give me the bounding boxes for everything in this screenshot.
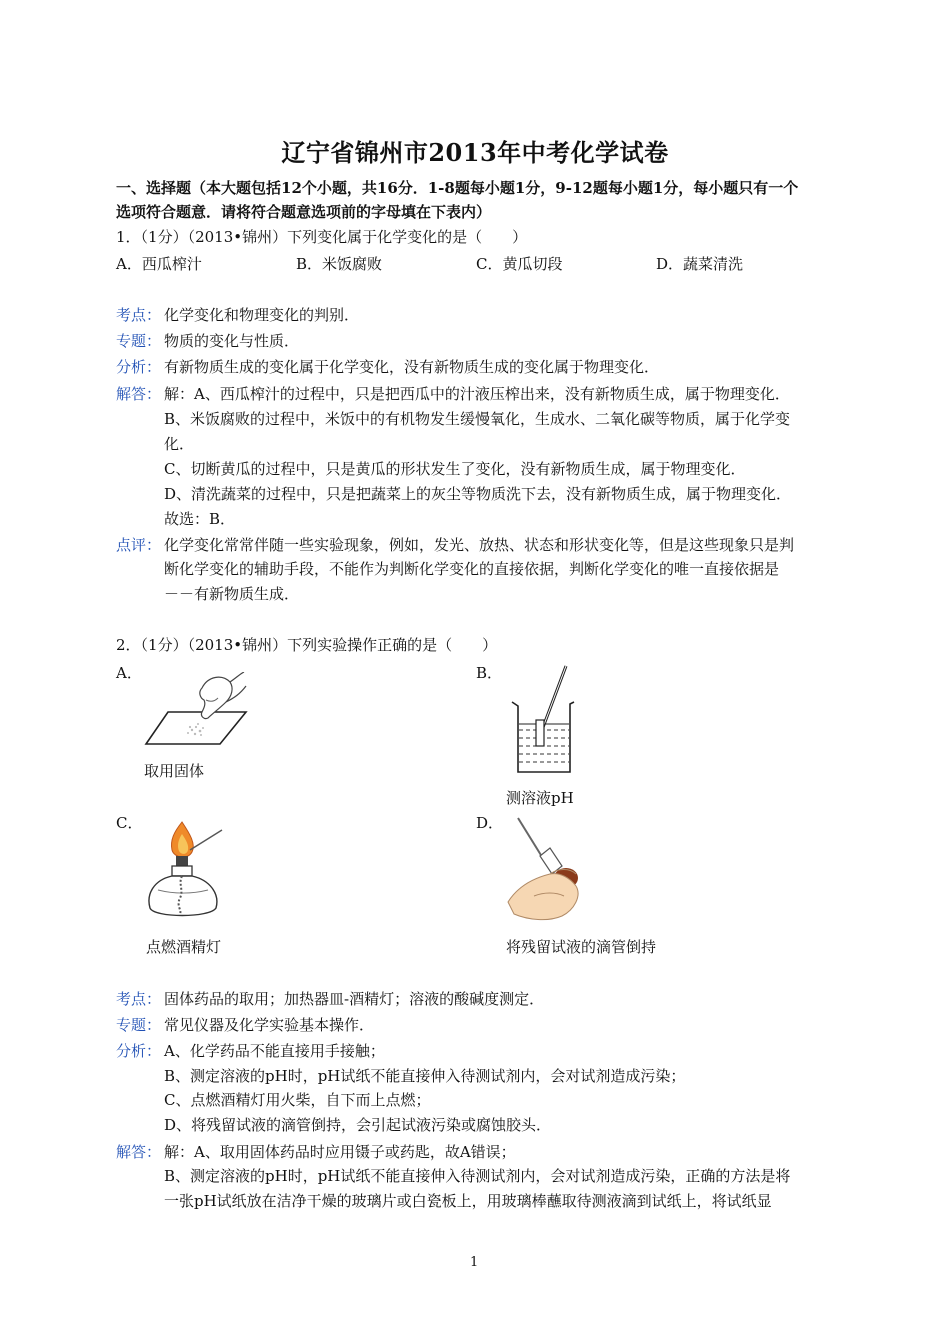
q1-zhuanti-text: 物质的变化与性质．	[164, 332, 300, 350]
q2-option-a-letter: A．	[116, 664, 142, 682]
q1-option-c: C．黄瓜切段	[476, 255, 563, 273]
q2-fenxi-label: 分析：	[116, 1042, 162, 1060]
q1-jieda-line: D、清洗蔬菜的过程中，只是把蔬菜上的灰尘等物质洗下去，没有新物质生成，属于物理变化．	[164, 485, 792, 503]
q2-option-d-letter: D．	[476, 814, 504, 832]
q2-fenxi-line: D、将残留试液的滴管倒持，会引起试液污染或腐蚀胶头．	[164, 1116, 552, 1134]
q1-dianping-line: 化学变化常常伴随一些实验现象，例如，发光、放热、状态和形状变化等，但是这些现象只是判	[164, 536, 795, 554]
beaker-ph-test-illustration	[508, 664, 580, 778]
q2-zhuanti-text: 常见仪器及化学实验基本操作．	[164, 1016, 375, 1034]
page-title: 辽宁省锦州市2013年中考化学试卷	[281, 138, 669, 167]
q2-option-c-caption: 点燃酒精灯	[146, 938, 222, 956]
alcohol-lamp-illustration	[144, 820, 228, 924]
q2-fenxi-line: A、化学药品不能直接用手接触；	[164, 1042, 385, 1060]
q2-jieda-line: B、测定溶液的pH时，pH试纸不能直接伸入待测试剂内，会对试剂造成污染，正确的方法是将	[164, 1167, 791, 1185]
q1-fenxi-label: 分析：	[116, 358, 162, 376]
q2-stem: 2．（1分）（2013•锦州）下列实验操作正确的是（ ）	[116, 636, 498, 654]
q2-option-d-caption: 将残留试液的滴管倒持	[506, 938, 657, 956]
q1-option-d: D．蔬菜清洗	[656, 255, 744, 273]
q1-zhuanti-label: 专题：	[116, 332, 162, 350]
q2-kaodian-label: 考点：	[116, 990, 162, 1008]
q1-stem: 1．（1分）（2013•锦州）下列变化属于化学变化的是（ ）	[116, 228, 528, 246]
q2-fenxi-line: C、点燃酒精灯用火柴，自下而上点燃；	[164, 1091, 431, 1109]
q1-jieda-label: 解答：	[116, 385, 162, 403]
q2-jieda-line: 解：A、取用固体药品时应用镊子或药匙，故A错误；	[164, 1143, 516, 1161]
q2-option-c-letter: C．	[116, 814, 143, 832]
q1-option-a: A．西瓜榨汁	[116, 255, 202, 273]
q2-option-a-caption: 取用固体	[144, 762, 205, 780]
q2-kaodian-text: 固体药品的取用；加热器皿-酒精灯；溶液的酸碱度测定．	[164, 990, 545, 1008]
q2-option-b-letter: B．	[476, 664, 503, 682]
q1-jieda-line: 故选：B．	[164, 510, 236, 528]
q1-jieda-line: C、切断黄瓜的过程中，只是黄瓜的形状发生了变化，没有新物质生成，属于物理变化．	[164, 460, 746, 478]
q1-jieda-line: 化．	[164, 435, 195, 453]
page-number: 1	[470, 1255, 479, 1270]
q1-kaodian-label: 考点：	[116, 306, 162, 324]
q2-jieda-line: 一张pH试纸放在洁净干燥的玻璃片或白瓷板上，用玻璃棒蘸取待测液滴到试纸上，将试纸显	[164, 1192, 772, 1210]
q1-jieda-line: B、米饭腐败的过程中，米饭中的有机物发生缓慢氧化，生成水、二氧化碳等物质，属于化学变	[164, 410, 791, 428]
q2-option-b-caption: 测溶液pH	[506, 789, 574, 807]
q1-dianping-line: 断化学变化的辅助手段，不能作为判断化学变化的直接依据，判断化学变化的唯一直接依据是	[164, 560, 780, 578]
q1-dianping-label: 点评：	[116, 536, 162, 554]
hand-taking-solid-illustration	[140, 672, 252, 750]
q2-zhuanti-label: 专题：	[116, 1016, 162, 1034]
q1-kaodian-text: 化学变化和物理变化的判别．	[164, 306, 360, 324]
q1-fenxi-text: 有新物质生成的变化属于化学变化，没有新物质生成的变化属于物理变化．	[164, 358, 660, 376]
q2-jieda-label: 解答：	[116, 1143, 162, 1161]
q2-fenxi-line: B、测定溶液的pH时，pH试纸不能直接伸入待测试剂内，会对试剂造成污染；	[164, 1067, 686, 1085]
q1-option-b: B．米饭腐败	[296, 255, 383, 273]
section-heading-line2: 选项符合题意．请将符合题意选项前的字母填在下表内）	[116, 203, 492, 221]
section-heading-line1: 一、选择题（本大题包括12个小题，共16分．1-8题每小题1分，9-12题每小题1分，每小题只有一个	[116, 179, 799, 197]
dropper-inverted-illustration	[504, 816, 600, 928]
q1-jieda-line: 解：A、西瓜榨汁的过程中，只是把西瓜中的汁液压榨出来，没有新物质生成，属于物理变化．	[164, 385, 790, 403]
q1-dianping-line: －－有新物质生成．	[164, 585, 300, 603]
